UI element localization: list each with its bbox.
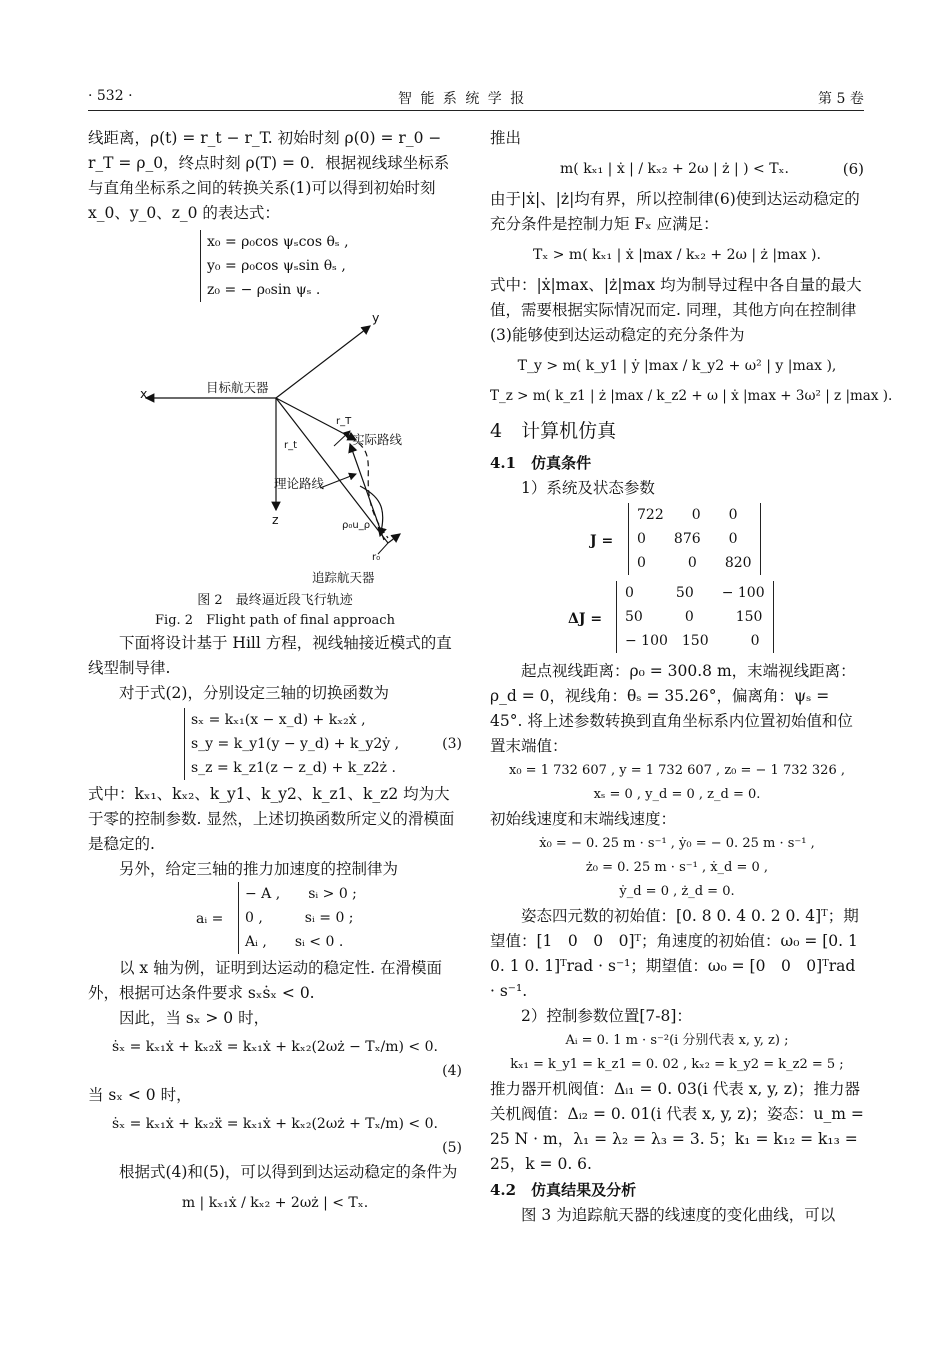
r0-label: r₀ bbox=[372, 552, 381, 563]
equation: sₓ = kₓ₁(x − x_d) + kₓ₂ẋ , bbox=[191, 712, 366, 728]
equation-4: ṡₓ = kₓ₁ẋ + kₓ₂ẍ = kₓ₁ẋ + kₓ₂(2ωż − Tₓ/m) < 0. bbox=[112, 1039, 438, 1055]
rT-label: r_T bbox=[336, 416, 352, 427]
paragraph: 起点视线距离：ρ₀ = 300.8 m，末端视线距离：ρ_d = 0，视线角：θₛ = 35.26°，偏离角：ψₛ = 45°. 将上述参数转换到直角坐标系内位置初始值和位置末端值： bbox=[490, 662, 856, 755]
paragraph: 当 sₓ < 0 时， bbox=[88, 1086, 192, 1104]
paragraph: 姿态四元数的初始值：[0. 8 0. 4 0. 2 0. 4]ᵀ；期望值：[1 0 0 0]ᵀ；角速度的初始值：ω₀ = [0. 1 0. 1 0. 1]ᵀrad · s⁻¹；期望值：ω₀ = [0 0 0]ᵀrad · s⁻¹. bbox=[490, 907, 859, 1000]
equation: kₓ₁ = k_y1 = k_z1 = 0. 02 , kₓ₂ = k_y2 = k_z2 = 5 ; bbox=[510, 1057, 844, 1072]
equation-system bbox=[200, 230, 462, 302]
paragraph: 以 x 轴为例，证明到达运动的稳定性. 在滑模面外，根据可达条件要求 sₓṡₓ < 0. bbox=[88, 959, 442, 1002]
equation-Tz: T_z > m( k_z1 | ż |max / k_z2 + ω | ẋ |max + 3ω² | z |max ). bbox=[490, 388, 893, 404]
matrix-label: ΔJ = bbox=[568, 611, 603, 627]
section-heading: 4 计算机仿真 bbox=[490, 420, 617, 442]
right-column bbox=[490, 126, 893, 1228]
equation: aᵢ = bbox=[196, 911, 224, 927]
equation: y₀ = ρ₀cos ψₛsin θₛ , bbox=[207, 258, 346, 274]
equation: z₀ = − ρ₀sin ψₛ . bbox=[207, 282, 321, 298]
axis-label-z: z bbox=[272, 512, 279, 527]
equation-condition: m | kₓ₁ẋ / kₓ₂ + 2ωż | < Tₓ. bbox=[181, 1195, 369, 1211]
equation: s_z = k_z1(z − z_d) + k_z2ż . bbox=[191, 760, 396, 776]
matrix-dJ bbox=[490, 581, 864, 657]
matrix-J bbox=[490, 503, 864, 579]
equation: s_y = k_y1(y − y_d) + k_y2ẏ , bbox=[191, 736, 400, 752]
equation: x₀ = ρ₀cos ψₛcos θₛ , bbox=[207, 234, 349, 250]
equation: − A , sᵢ > 0 ; bbox=[245, 886, 357, 902]
matrix-row: 0 876 0 bbox=[637, 531, 738, 547]
paragraph: 由于|ẋ|、|ż|均有界，所以控制律(6)使到达运动稳定的充分条件是控制力矩 Fₓ 应满足： bbox=[490, 190, 860, 233]
subsection-heading: 4.2 仿真结果及分析 bbox=[490, 1181, 637, 1199]
equation: 0 , sᵢ = 0 ; bbox=[245, 910, 354, 926]
figure-caption-en: Fig. 2 Flight path of final approach bbox=[155, 613, 395, 628]
chaser-label: 追踪航天器 bbox=[312, 570, 375, 585]
actual-path-label: 实际路线 bbox=[352, 432, 403, 447]
paragraph: 下面将设计基于 Hill 方程，视线轴接近模式的直线型制导律. bbox=[88, 634, 452, 677]
list-item: 1）系统及状态参数 bbox=[521, 479, 655, 497]
axis-label-x: x bbox=[140, 386, 148, 401]
paragraph: 图 3 为追踪航天器的线速度的变化曲线，可以 bbox=[521, 1206, 836, 1224]
paragraph: 根据式(4)和(5)，可以得到到达运动稳定的条件为 bbox=[119, 1163, 458, 1181]
rho-label: ρ₀u_ρ bbox=[342, 520, 371, 531]
paragraph: 式中：|ẋ|max、|ż|max 均为制导过程中各自量的最大值，需要根据实际情况而定. 同理，其他方向在控制律(3)能够使到达运动稳定的充分条件为 bbox=[490, 276, 862, 344]
list-item: 2）控制参数位置[7-8]： bbox=[521, 1007, 692, 1025]
equation-5: ṡₓ = kₓ₁ẋ + kₓ₂ẍ = kₓ₁ẋ + kₓ₂(2ωż + Tₓ/m) < 0. bbox=[112, 1116, 438, 1132]
paragraph: 对于式(2)，分别设定三轴的切换函数为 bbox=[119, 684, 389, 702]
paragraph: 初始线速度和末端线速度： bbox=[490, 810, 677, 828]
rt-label: r_t bbox=[284, 440, 298, 451]
equation-number: (6) bbox=[842, 160, 864, 178]
page-number: · 532 · bbox=[88, 88, 133, 104]
equation: x₀ = 1 732 607 , y = 1 732 607 , z₀ = − 1 732 326 , bbox=[509, 763, 845, 778]
matrix-row: 722 0 0 bbox=[637, 507, 738, 523]
left-column bbox=[88, 126, 462, 1215]
paragraph: 线距离，ρ(t) = r_t − r_T. 初始时刻 ρ(0) = r_0 − r_T = ρ_0，终点时刻 ρ(T) = 0．根据视线球坐标系与直角坐标系之间的转换关系(1)可以得到初始时刻 x_0、y_0、z_0 的表达式： bbox=[88, 129, 450, 222]
equation-Tx: Tₓ > m( kₓ₁ | ẋ |max / kₓ₂ + 2ω | ż |max ). bbox=[533, 247, 821, 263]
volume-label: 第 5 卷 bbox=[818, 91, 864, 107]
flight-path-diagram bbox=[88, 306, 462, 591]
paragraph: 推力器开机阀值：Δᵢ₁ = 0. 03(i 代表 x, y, z)；推力器关机阀值：Δᵢ₂ = 0. 01(i 代表 x, y, z)；姿态：u_m = 25 N · m，λ₁ = λ₂ = λ₃ = 3. 5；k₁ = k₁₂ = k₁₃ = 25，k = 0. 6. bbox=[490, 1080, 864, 1173]
subsection-heading: 4.1 仿真条件 bbox=[490, 454, 592, 472]
equation: xₛ = 0 , y_d = 0 , z_d = 0. bbox=[593, 787, 761, 802]
equation: ẋ₀ = − 0. 25 m · s⁻¹ , ẏ₀ = − 0. 25 m · s⁻¹ , bbox=[539, 836, 815, 851]
matrix-row: 0 50 − 100 bbox=[625, 585, 765, 601]
equation-Ty: T_y > m( k_y1 | ẏ |max / k_y2 + ω² | y |max ), bbox=[517, 358, 837, 374]
equation-system-3 bbox=[184, 708, 462, 780]
paragraph: 式中：kₓ₁、kₓ₂、k_y1、k_y2、k_z1、k_z2 均为大于零的控制参数. 显然，上述切换函数所定义的滑模面是稳定的. bbox=[88, 785, 455, 853]
theory-path-label: 理论路线 bbox=[274, 476, 325, 491]
figure-caption-cn: 图 2 最终逼近段飞行轨迹 bbox=[197, 593, 353, 608]
equation-6-wrap bbox=[490, 157, 864, 181]
matrix-row: 0 0 820 bbox=[637, 555, 752, 571]
header-rule bbox=[88, 110, 864, 111]
target-label: 目标航天器 bbox=[206, 380, 269, 395]
journal-title: 智 能 系 统 学 报 bbox=[398, 91, 527, 107]
paragraph: 另外，给定三轴的推力加速度的控制律为 bbox=[119, 860, 399, 878]
paragraph: 推出 bbox=[490, 129, 522, 147]
equation-6: m( kₓ₁ | ẋ | / kₓ₂ + 2ω | ż | ) < Tₓ. bbox=[560, 161, 789, 177]
equation-number: (3) bbox=[442, 736, 462, 752]
figure-2 bbox=[88, 306, 462, 591]
matrix-label: J = bbox=[590, 533, 614, 549]
matrix-row: 50 0 150 bbox=[625, 609, 763, 625]
equation-number: (5) bbox=[442, 1140, 462, 1156]
equation: Aᵢ , sᵢ < 0 . bbox=[245, 934, 344, 950]
paragraph: 因此，当 sₓ > 0 时， bbox=[119, 1009, 270, 1027]
equation: Aᵢ = 0. 1 m · s⁻²(i 分别代表 x, y, z) ; bbox=[565, 1033, 789, 1048]
control-law bbox=[88, 882, 462, 956]
axis-label-y: y bbox=[372, 310, 380, 325]
matrix-row: − 100 150 0 bbox=[625, 633, 760, 649]
equation: ż₀ = 0. 25 m · s⁻¹ , ẋ_d = 0 , bbox=[585, 860, 769, 875]
equation: ẏ_d = 0 , ż_d = 0. bbox=[619, 884, 735, 899]
equation-number: (4) bbox=[442, 1063, 462, 1079]
